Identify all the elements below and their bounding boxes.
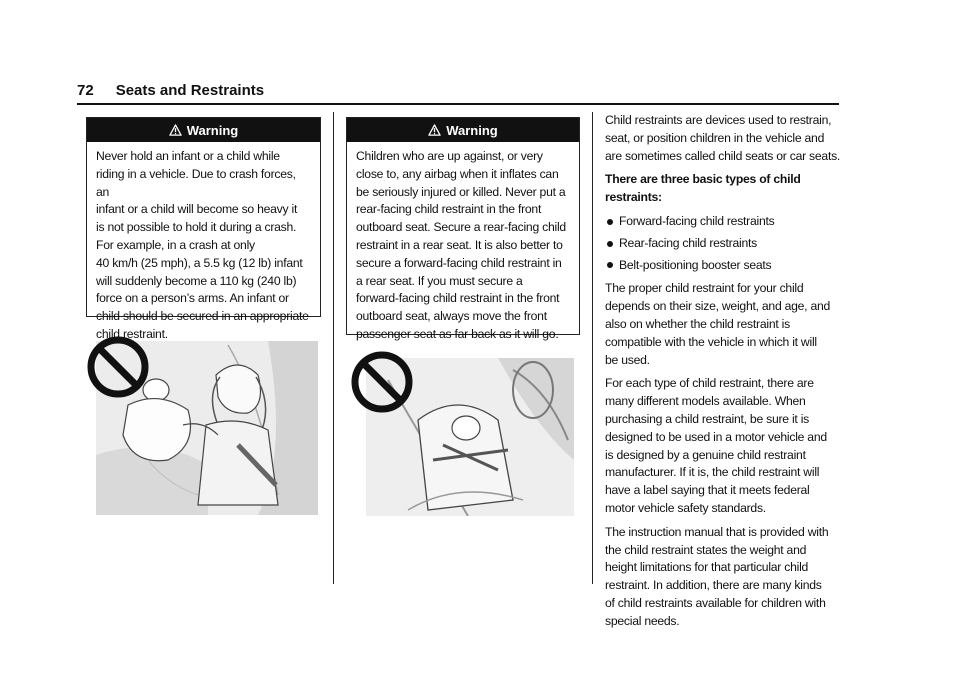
text-line: child should be secured in an appropriate (96, 309, 309, 324)
types-heading (605, 171, 843, 207)
intro-paragraph (605, 112, 843, 165)
text-line: purchasing a child restraint, be sure it is (605, 411, 809, 426)
text-line: restraint in a rear seat. It is also better to (356, 237, 563, 252)
text-line: outboard seat. Secure a rear-facing child (356, 220, 566, 235)
text-line: many different models available. When (605, 394, 806, 409)
text-line: Never hold an infant or a child while (96, 149, 280, 163)
text-line: close to, any airbag when it inflates can (356, 166, 559, 181)
text-line: For example, in a crash at only (96, 237, 255, 252)
text-line: a rear seat. If you must secure a (356, 273, 523, 288)
text-line: restraints: (605, 190, 662, 205)
text-line: Child restraints are devices used to restrain, (605, 113, 832, 127)
text-line: depends on their size, weight, and age, and (605, 299, 831, 314)
text-line: designed to be used in a motor vehicle and (605, 429, 827, 444)
warning-box-1 (86, 117, 321, 341)
column-divider-right (592, 112, 593, 584)
text-line: seat, or position children in the vehicle and (605, 130, 825, 145)
illustration-front-seat-child-restraint (348, 350, 576, 516)
warning-text-2 (347, 142, 579, 352)
text-line: the child restraint states the weight and (605, 542, 807, 557)
text-line: be seriously injured or killed. Never put a (356, 184, 566, 199)
list-item (605, 235, 843, 253)
text-line: 40 km/h (25 mph), a 5.5 kg (12 lb) infant (96, 255, 303, 270)
text-line: is designed by a genuine child restraint (605, 447, 806, 462)
text-line: are sometimes called child seats or car seats. (605, 148, 841, 163)
page-number: 72 (77, 82, 94, 99)
warning-text-1 (87, 142, 320, 352)
text-line: restraint. In addition, there are many kinds (605, 578, 822, 593)
illustration-held-infant (88, 335, 318, 515)
text-line: have a label saying that it meets federal (605, 483, 810, 498)
warning-title: Warning (186, 122, 239, 138)
header-rule (77, 103, 839, 105)
text-line: will suddenly become a 110 kg (240 lb) (96, 273, 297, 288)
text-line: The instruction manual that is provided with (605, 524, 829, 539)
warning-triangle-icon (169, 124, 182, 137)
text-line: force on a person’s arms. An infant or (96, 291, 289, 306)
warning-box-2 (346, 117, 580, 341)
text-line: secure a forward-facing child restraint in (356, 255, 562, 270)
section-title: Seats and Restraints (115, 82, 265, 99)
prohibition-icon (350, 350, 414, 414)
column-divider-left (333, 112, 334, 584)
bullet-icon (607, 219, 613, 225)
text-line: Children who are up against, or very (356, 149, 543, 163)
list-item-text: Rear-facing child restraints (619, 235, 757, 250)
warning-header-1 (87, 118, 320, 142)
body-text-column (605, 112, 843, 637)
text-line: manufacturer. If it is, the child restraint will (605, 465, 820, 480)
list-item-text: Belt-positioning booster seats (619, 257, 772, 272)
text-line: child restraint. (96, 326, 168, 341)
bullet-icon (607, 241, 613, 247)
paragraph-proper-restraint (605, 280, 843, 369)
restraint-types-list (605, 213, 843, 274)
text-line: also on whether the child restraint is (605, 316, 790, 331)
text-line: There are three basic types of child (605, 172, 801, 187)
text-line: infant or a child will become so heavy it (96, 202, 298, 217)
list-item-text: Forward-facing child restraints (619, 213, 775, 228)
text-line: special needs. (605, 613, 680, 628)
text-line: riding in a vehicle. Due to crash forces, an (96, 166, 296, 199)
text-line: outboard seat, always move the front (356, 309, 547, 324)
paragraph-models (605, 375, 843, 517)
list-item (605, 213, 843, 231)
text-line: compatible with the vehicle in which it will (605, 334, 817, 349)
text-line: height limitations for that particular child (605, 560, 809, 575)
text-line: passenger seat as far back as it will go. (356, 326, 559, 341)
paragraph-instruction-manual (605, 524, 843, 631)
text-line: motor vehicle safety standards. (605, 500, 766, 515)
prohibition-icon (86, 335, 150, 399)
text-line: For each type of child restraint, there are (605, 376, 814, 391)
warning-header-2 (347, 118, 579, 142)
text-line: rear-facing child restraint in the front (356, 202, 542, 217)
warning-title: Warning (446, 122, 498, 138)
text-line: be used. (605, 352, 650, 367)
text-line: forward-facing child restraint in the front (356, 291, 560, 306)
text-line: The proper child restraint for your child (605, 281, 804, 296)
text-line: is not possible to hold it during a crash. (96, 220, 297, 235)
bullet-icon (607, 262, 613, 268)
text-line: of child restraints available for children with (605, 595, 826, 610)
warning-triangle-icon (428, 124, 441, 137)
list-item (605, 257, 843, 275)
